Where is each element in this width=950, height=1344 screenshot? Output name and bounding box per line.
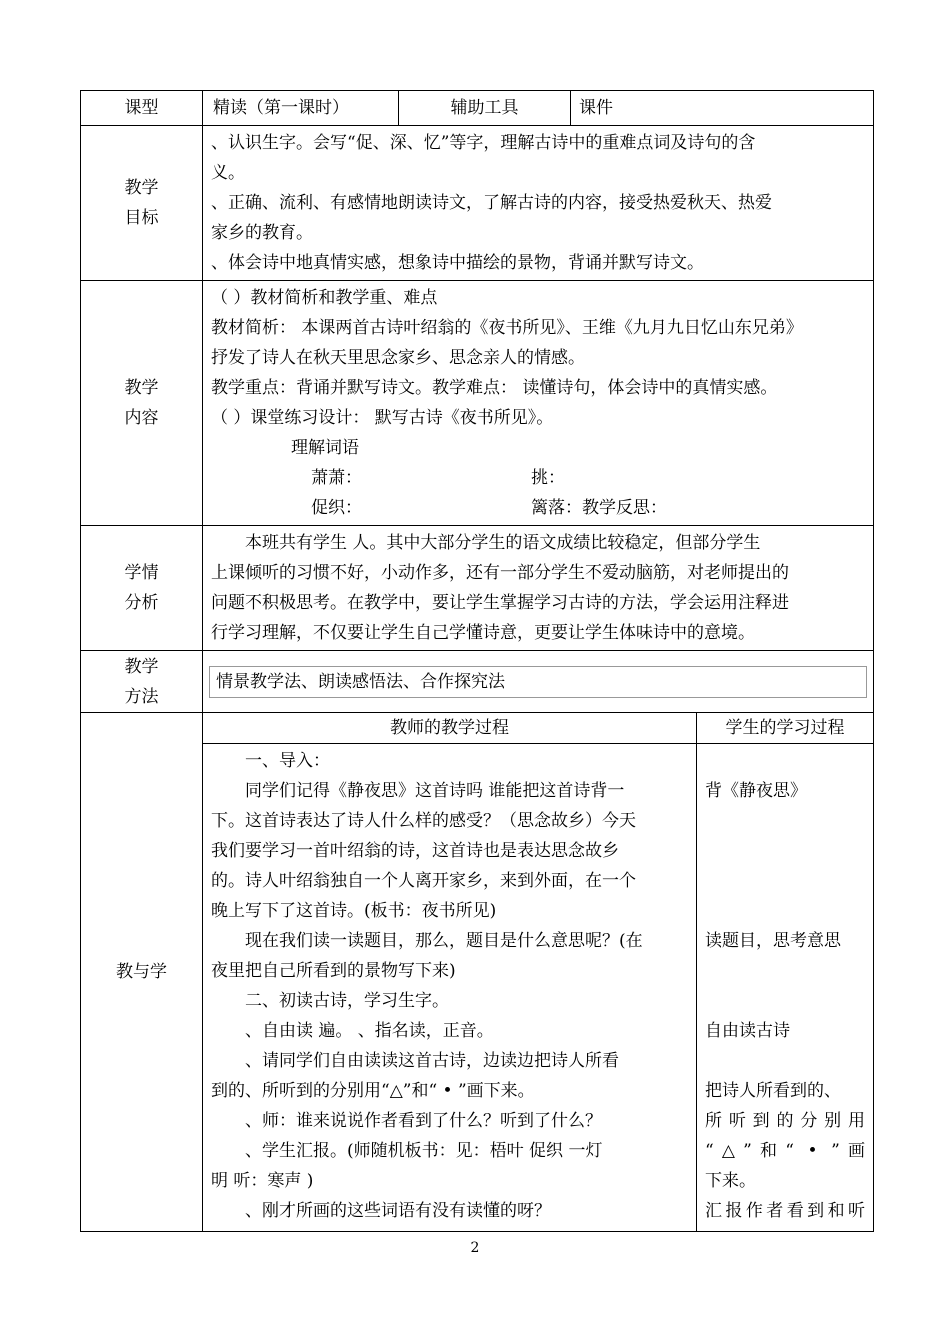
teacher-line: 、师：谁来说说作者看到了什么？听到了什么？ bbox=[245, 1111, 602, 1131]
process-label: 教与学 bbox=[81, 713, 203, 1232]
teacher-line: 同学们记得《静夜思》这首诗吗 谁能把这首诗背一 bbox=[245, 781, 625, 801]
content-line: 教学重点：背诵并默写诗文。教学难点： 读懂诗句，体会诗中的真情实感。 bbox=[211, 378, 778, 398]
teacher-line: 晚上写下了这首诗。(板书：夜书所见) bbox=[211, 901, 497, 921]
vocab-row bbox=[211, 493, 865, 523]
student-line: 所听到的分别用 bbox=[705, 1111, 865, 1131]
student-line: 自由读古诗 bbox=[705, 1021, 790, 1041]
content-line: （ ）教材简析和教学重、难点 bbox=[211, 288, 438, 308]
content-line: 教材简析： 本课两首古诗叶绍翁的《夜书所见》、王维《九月九日忆山东兄弟》 bbox=[211, 318, 803, 338]
lesson-type-label: 课型 bbox=[81, 91, 203, 126]
teacher-line: 我们要学习一首叶绍翁的诗，这首诗也是表达思念故乡 bbox=[211, 841, 619, 861]
vocab-item: 挑： bbox=[531, 468, 565, 488]
method-label bbox=[81, 651, 203, 713]
analysis-line: 上课倾听的习惯不好，小动作多，还有一部分学生不爱动脑筋，对老师提出的 bbox=[211, 563, 789, 583]
student-process bbox=[697, 744, 874, 1232]
analysis-line: 本班共有学生 人。其中大部分学生的语文成绩比较稳定，但部分学生 bbox=[245, 533, 761, 553]
content-label-line-1: 教学 bbox=[124, 378, 159, 398]
goals-line: 家乡的教育。 bbox=[211, 223, 313, 243]
teacher-line: 、自由读 遍。 、指名读，正音。 bbox=[245, 1021, 494, 1041]
teacher-line: 的。诗人叶绍翁独自一个人离开家乡，来到外面，在一个 bbox=[211, 871, 636, 891]
teacher-line: 一、导入： bbox=[245, 751, 330, 771]
goals-label-line-1: 教学 bbox=[124, 178, 159, 198]
student-line bbox=[705, 1046, 865, 1076]
teacher-process-heading: 教师的教学过程 bbox=[203, 713, 697, 744]
vocab-item: 萧萧： bbox=[311, 468, 362, 488]
content-line: 抒发了诗人在秋天里思念家乡、思念亲人的情感。 bbox=[211, 348, 585, 368]
content-body bbox=[203, 281, 874, 526]
student-line bbox=[705, 866, 865, 896]
teacher-process bbox=[203, 744, 697, 1232]
goals-line: 、认识生字。会写“促、深、忆”等字，理解古诗中的重难点词及诗句的含 bbox=[211, 133, 756, 153]
vocab-row bbox=[211, 463, 865, 493]
analysis-label-line-2: 分析 bbox=[124, 593, 159, 613]
vocab-item: 篱落：教学反思： bbox=[531, 498, 667, 518]
student-line: “△”和“ • ”画 bbox=[705, 1141, 865, 1161]
method-label-line-1: 教学 bbox=[124, 656, 159, 677]
content-line: 理解词语 bbox=[291, 438, 359, 458]
goals-label bbox=[81, 126, 203, 281]
student-line: 下来。 bbox=[705, 1171, 756, 1191]
analysis-line: 行学习理解，不仅要让学生自己学懂诗意，更要让学生体味诗中的意境。 bbox=[211, 623, 755, 643]
analysis-line: 问题不积极思考。在教学中，要让学生掌握学习古诗的方法，学会运用注释进 bbox=[211, 593, 789, 613]
student-line: 汇报作者看到和听 bbox=[705, 1201, 865, 1221]
row-student-analysis bbox=[81, 526, 874, 651]
goals-line: 、正确、流利、有感情地朗读诗文，了解古诗的内容，接受热爱秋天、热爱 bbox=[211, 193, 772, 213]
student-line bbox=[705, 956, 865, 986]
teacher-line: 、刚才所画的这些词语有没有读懂的呀？ bbox=[245, 1201, 551, 1221]
teacher-line: 、请同学们自由读读这首古诗，边读边把诗人所看 bbox=[245, 1051, 619, 1071]
analysis-body bbox=[203, 526, 874, 651]
row-process-header bbox=[81, 713, 874, 744]
goals-line: 、体会诗中地真情实感，想象诗中描绘的景物，背诵并默写诗文。 bbox=[211, 253, 704, 273]
goals-content bbox=[203, 126, 874, 281]
analysis-label bbox=[81, 526, 203, 651]
row-teaching-method bbox=[81, 651, 874, 713]
student-line bbox=[705, 836, 865, 866]
teacher-line: 、学生汇报。(师随机板书：见：梧叶 促织 一灯 bbox=[245, 1141, 603, 1161]
content-label-line-2: 内容 bbox=[124, 408, 159, 428]
student-line bbox=[705, 986, 865, 1016]
student-line bbox=[705, 806, 865, 836]
method-value: 情景教学法、朗读感悟法、合作探究法 bbox=[209, 666, 867, 698]
analysis-label-line-1: 学情 bbox=[124, 563, 159, 583]
teacher-line: 夜里把自己所看到的景物写下来) bbox=[211, 961, 456, 981]
student-line: 把诗人所看到的、 bbox=[705, 1081, 841, 1101]
content-label bbox=[81, 281, 203, 526]
content-line: （ ）课堂练习设计： 默写古诗《夜书所见》。 bbox=[211, 408, 554, 428]
row-teaching-goals bbox=[81, 126, 874, 281]
teacher-line: 现在我们读一读题目，那么，题目是什么意思呢？(在 bbox=[245, 931, 643, 951]
student-process-heading: 学生的学习过程 bbox=[697, 713, 874, 744]
student-line: 读题目，思考意思 bbox=[705, 931, 841, 951]
row-lesson-type bbox=[81, 91, 874, 126]
goals-line: 义。 bbox=[211, 163, 245, 183]
method-body bbox=[203, 651, 874, 713]
teacher-line: 明 听：寒声 ) bbox=[211, 1171, 314, 1191]
teacher-line: 到的、所听到的分别用“△”和“ • ”画下来。 bbox=[211, 1081, 535, 1101]
aux-tool-label: 辅助工具 bbox=[399, 91, 571, 126]
method-label-line-2: 方法 bbox=[124, 686, 159, 707]
teacher-line: 下。这首诗表达了诗人什么样的感受？（思念故乡）今天 bbox=[211, 811, 636, 831]
lesson-plan-table bbox=[80, 90, 874, 1232]
row-teaching-content bbox=[81, 281, 874, 526]
vocab-item: 促织： bbox=[311, 498, 362, 518]
student-line: 背《静夜思》 bbox=[705, 781, 807, 801]
student-line bbox=[705, 746, 865, 776]
goals-label-line-2: 目标 bbox=[124, 208, 159, 228]
student-line bbox=[705, 896, 865, 926]
page-number: 2 bbox=[470, 1240, 480, 1256]
teacher-line: 二、初读古诗，学习生字。 bbox=[245, 991, 449, 1011]
aux-tool-value: 课件 bbox=[571, 91, 874, 126]
lesson-type-value: 精读（第一课时） bbox=[203, 91, 399, 126]
